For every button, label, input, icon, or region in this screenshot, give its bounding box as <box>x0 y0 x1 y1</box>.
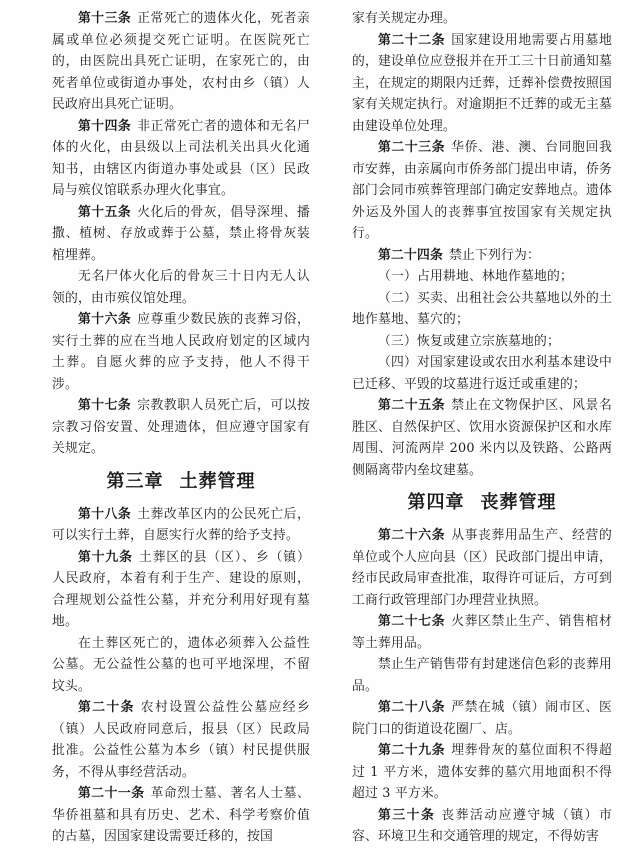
article-text: 在土葬区死亡的，遗体必须葬入公益性公墓。无公益性公墓的也可平地深埋，不留坟头。 <box>52 635 310 694</box>
chapter-title: 丧葬管理 <box>480 492 557 513</box>
right-articles-2 <box>352 525 612 848</box>
article-29 <box>352 740 612 805</box>
article-number: 第二十六条 <box>378 528 446 543</box>
article-text: 家有关规定办理。 <box>352 11 456 26</box>
chapter-number: 第四章 <box>407 492 465 513</box>
article-number: 第二十一条 <box>78 786 145 801</box>
article-19 <box>52 547 310 633</box>
chapter-4-heading <box>352 481 612 525</box>
article-27-para-2 <box>352 654 612 697</box>
article-24-item-3 <box>352 331 612 353</box>
article-17 <box>52 395 310 460</box>
article-number: 第十九条 <box>78 549 133 565</box>
article-text: 火葬区禁止生产、销售棺材等土葬用品。 <box>352 614 612 651</box>
article-number: 第二十八条 <box>378 700 446 715</box>
right-articles-1 <box>352 8 612 481</box>
article-number: 第十七条 <box>78 398 132 413</box>
article-number: 第十五条 <box>78 204 132 220</box>
article-24 <box>352 245 612 267</box>
article-text: 应尊重少数民族的丧葬习俗，实行土葬的应在当地人民政府划定的区域内土葬。自愿火葬的应予支持，他人不得干涉。 <box>52 312 310 392</box>
article-22 <box>352 30 612 138</box>
article-text: 火化后的骨灰，倡导深埋、播撒、植树、存放或葬于公墓，禁止将骨灰装棺埋葬。 <box>52 204 310 263</box>
article-text: （二）买卖、出租社会公共墓地以外的土地作墓地、墓穴的； <box>352 290 612 327</box>
article-20 <box>52 697 310 783</box>
article-16 <box>52 309 310 395</box>
article-text: （一）占用耕地、林地作墓地的； <box>378 269 573 284</box>
article-24-item-4 <box>352 352 612 395</box>
article-text: 禁止生产销售带有封建迷信色彩的丧葬用品。 <box>352 657 612 694</box>
chapter-number: 第三章 <box>106 470 164 492</box>
chapter-3-heading <box>52 460 310 504</box>
article-21-continued <box>352 8 612 30</box>
article-15 <box>52 202 310 267</box>
article-number: 第二十条 <box>78 700 135 715</box>
article-14 <box>52 116 310 202</box>
article-18 <box>52 504 310 547</box>
article-23 <box>352 137 612 245</box>
article-number: 第二十二条 <box>378 32 446 48</box>
article-number: 第二十九条 <box>378 743 446 758</box>
article-number: 第十六条 <box>78 312 132 327</box>
article-text: 革命烈士墓、著名人士墓、华侨祖墓和具有历史、艺术、科学考察价值的古墓，因国家建设需要迁移的，按国 <box>52 786 310 844</box>
article-text: 严禁在城（镇）闹市区、医院门口的街道设花圈厂、店。 <box>352 700 612 737</box>
article-13 <box>52 8 310 116</box>
article-number: 第二十四条 <box>378 247 443 263</box>
article-number: 第二十三条 <box>378 140 446 155</box>
article-text: 华侨、港、澳、台同胞回我市安葬，由亲属向市侨务部门提出申请，侨务部门会同市殡葬管理部门确定安葬地点。遗体外运及外国人的丧葬事宜按国家有关规定执行。 <box>352 140 612 241</box>
article-text: 从事丧葬用品生产、经营的单位或个人应向县（区）民政部门提出申请，经市民政局审查批准，取得许可证后，方可到工商行政管理部门办理营业执照。 <box>352 528 612 608</box>
article-text: 农村设置公益性公墓应经乡（镇）人民政府同意后，报县（区）民政局批准。公益性公墓为本乡（镇）村民提供服务，不得从事经营活动。 <box>52 700 310 780</box>
article-text: （三）恢复或建立宗族墓地的； <box>378 333 560 349</box>
article-number: 第十四条 <box>78 118 132 134</box>
article-text: 国家建设用地需要占用墓地的，建设单位应登报并在开工三十日前通知墓主，在规定的期限内迁葬，迁葬补偿费按照国家有关规定执行。对逾期拒不迁葬的或无主墓由建设单位处理。 <box>352 32 612 134</box>
article-15-para-2 <box>52 266 310 309</box>
article-text: 非正常死亡者的遗体和无名尸体的火化，由县级以上司法机关出具火化通知书，由辖区内街道办事处或县（区）民政局与殡仪馆联系办理火化事宜。 <box>52 118 310 198</box>
article-text: （四）对国家建设或农田水利基本建设中已迁移、平毁的坟墓进行返迁或重建的； <box>352 355 612 392</box>
article-number: 第十三条 <box>78 11 132 26</box>
article-27 <box>352 611 612 654</box>
left-articles-2 <box>52 504 310 848</box>
left-articles-1 <box>52 8 310 460</box>
article-text: 禁止在文物保护区、风景名胜区、自然保护区、饮用水资源保护区和水库周围、河流两岸 200 米内以及铁路、公路两侧隔离带内垒坟建墓。 <box>352 398 612 478</box>
article-text: 宗教教职人员死亡后，可以按宗教习俗安置、处理遗体，但应遵守国家有关规定。 <box>52 398 310 456</box>
article-number: 第三十条 <box>378 807 436 823</box>
article-text: 埋葬骨灰的墓位面积不得超过 1 平方米，遗体安葬的墓穴用地面积不得超过 3 平方米。 <box>352 743 612 801</box>
article-text: 土葬区的县（区）、乡（镇）人民政府，本着有利于生产、建设的原则，合理规划公益性公墓，并充分利用好现有墓地。 <box>52 549 310 629</box>
article-text: 无名尸体火化后的骨灰三十日内无人认领的，由市殡仪馆处理。 <box>52 269 310 306</box>
article-19-para-2 <box>52 633 310 698</box>
article-text: 丧葬活动应遵守城（镇）市容、环境卫生和交通管理的规定，不得妨害 <box>352 807 612 844</box>
article-text: 正常死亡的遗体火化，死者亲属或单位必须提交死亡证明。在医院死亡的，由医院出具死亡证明，在家死亡的，由死者单位或街道办事处，农村由乡（镇）人民政府出具死亡证明。 <box>52 11 310 112</box>
article-30 <box>352 805 612 848</box>
article-text: 禁止下列行为： <box>448 247 540 263</box>
article-25 <box>352 395 612 481</box>
article-28 <box>352 697 612 740</box>
article-number: 第二十七条 <box>378 614 446 629</box>
chapter-title: 土葬管理 <box>179 470 256 492</box>
article-26 <box>352 525 612 611</box>
article-number: 第十八条 <box>78 506 132 522</box>
article-21 <box>52 783 310 848</box>
article-number: 第二十五条 <box>378 398 446 413</box>
article-24-item-1 <box>352 266 612 288</box>
article-24-item-2 <box>352 288 612 331</box>
left-column <box>52 8 310 848</box>
article-text: 土葬改革区内的公民死亡后，可以实行土葬，自愿实行火葬的给予支持。 <box>52 506 310 543</box>
right-column <box>352 8 612 848</box>
